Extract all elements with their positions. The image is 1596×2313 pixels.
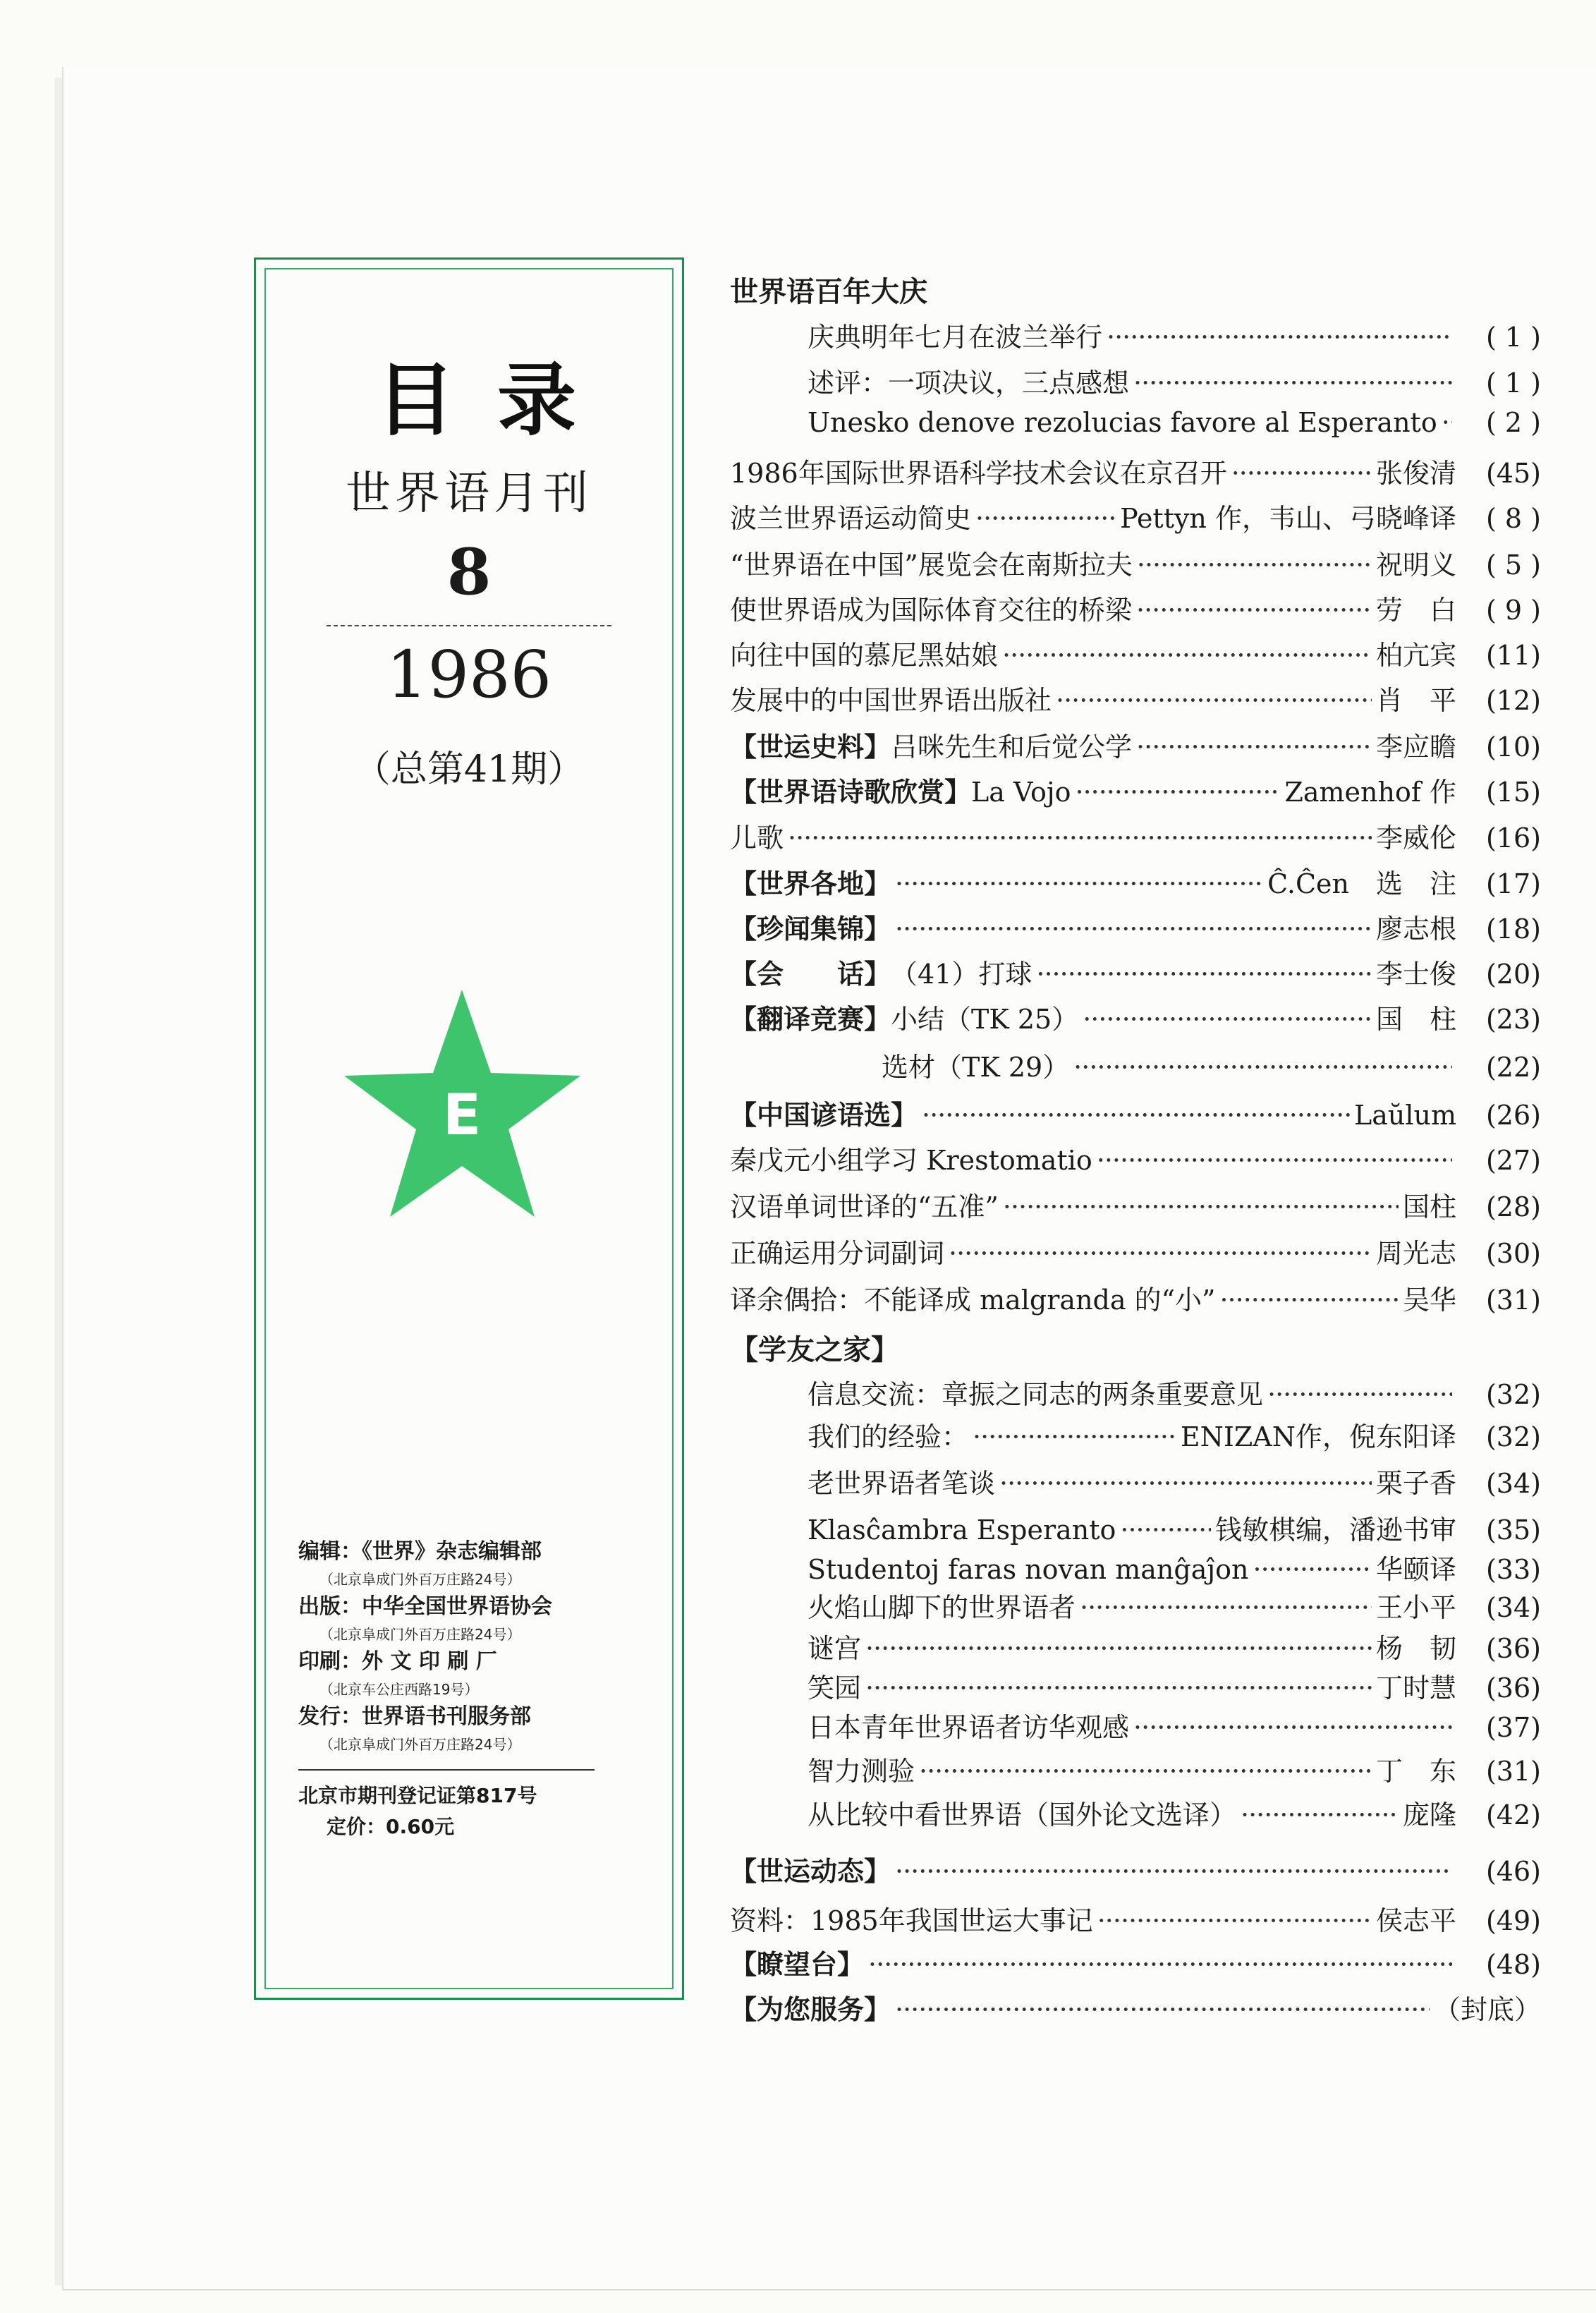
toc-entry: [730, 1899, 1541, 1943]
toc-entry: [730, 1988, 1541, 2032]
toc-leader-dots: [1003, 1191, 1399, 1222]
toc-author: 栗子香: [1375, 1468, 1456, 1499]
toc-title: 智力测验: [808, 1756, 915, 1787]
toc-tag: 【世运动态】: [730, 1856, 891, 1887]
toc-entry: [808, 1586, 1541, 1629]
toc-leader-dots: [1083, 1004, 1372, 1035]
toc-entry: [808, 1793, 1541, 1837]
toc-leader-dots: [1097, 1145, 1452, 1176]
toc-title: 译余偶拾：不能译成 malgranda 的“小”: [730, 1285, 1216, 1316]
toc-entry: [808, 1373, 1541, 1416]
page-edge-shadow: [55, 78, 62, 2285]
toc-tag: 【世界各地】: [730, 868, 891, 899]
toc-entry: [730, 862, 1541, 906]
toc-page-number: ( 8 ): [1486, 503, 1541, 534]
toc-page-number: (15): [1485, 777, 1541, 808]
toc-entry: [730, 1232, 1541, 1275]
toc-page-number: (18): [1485, 913, 1541, 945]
toc-page-number: (17): [1485, 868, 1541, 899]
toc-entry: [730, 1943, 1541, 1986]
toc-leader-dots: [1107, 322, 1452, 353]
toc-page-number: (37): [1485, 1712, 1541, 1743]
toc-entry: [808, 1508, 1541, 1552]
toc-entry: [730, 816, 1541, 860]
toc-leader-dots: [1253, 1554, 1372, 1585]
toc-page-number: (33): [1485, 1554, 1541, 1585]
toc-section-heading: [730, 1328, 1541, 1371]
toc-page-number: ( 1 ): [1486, 322, 1541, 353]
toc-author: 王小平: [1375, 1592, 1456, 1623]
toc-page-number: (36): [1485, 1672, 1541, 1704]
toc-title: 波兰世界语运动简史: [730, 503, 972, 534]
toc-page-number: (22): [1485, 1052, 1541, 1083]
toc-author: 周光志: [1375, 1238, 1456, 1269]
toc-tag: 世界语百年大庆: [730, 276, 927, 308]
toc-section-heading: [730, 269, 1541, 313]
colophon-divider: [298, 1769, 595, 1771]
toc-author: 杨 韧: [1375, 1633, 1456, 1664]
toc-leader-dots: [1080, 1592, 1372, 1623]
toc-leader-dots: [1120, 1514, 1211, 1546]
toc-entry: [730, 451, 1541, 495]
toc-leader-dots: [919, 1756, 1372, 1787]
toc-title: Studentoj faras novan manĝaĵon: [808, 1554, 1249, 1585]
toc-entry: [808, 1749, 1541, 1793]
toc-leader-dots: [922, 1100, 1350, 1131]
toc-author: 庞隆: [1402, 1799, 1456, 1831]
toc-entry: [730, 952, 1541, 996]
colophon-publisher-address: （北京阜成门外百万庄路24号）: [319, 1626, 521, 1643]
toc-leader-dots: [1136, 595, 1372, 626]
toc-leader-dots: [1056, 685, 1372, 716]
toc-page-number: (27): [1485, 1145, 1541, 1176]
colophon-distributor-address: （北京阜成门外百万庄路24号）: [319, 1736, 521, 1753]
toc-page-number: (48): [1485, 1949, 1541, 1980]
toc-title: 正确运用分词副词: [730, 1238, 945, 1269]
toc-title: 谜宫: [808, 1633, 862, 1664]
toc-leader-dots: [895, 1856, 1452, 1887]
toc-entry: [808, 1706, 1541, 1749]
toc-author: 华颐译: [1375, 1554, 1456, 1585]
toc-leader-dots: [1133, 368, 1452, 399]
toc-page-number: ( 9 ): [1486, 595, 1541, 626]
toc-leader-dots: [1075, 777, 1280, 808]
toc-title: Klasĉambra Esperanto: [808, 1514, 1116, 1546]
colophon-printer: 印刷：外 文 印 刷 厂: [298, 1649, 497, 1674]
toc-entry: [730, 997, 1541, 1041]
registration-number: 北京市期刊登记证第817号: [298, 1784, 537, 1807]
toc-author: 吴华: [1402, 1285, 1456, 1316]
toc-page-number: (30): [1485, 1238, 1541, 1269]
toc-entry: [730, 1185, 1541, 1229]
toc-entry: [882, 1045, 1541, 1089]
toc-entry: [730, 1093, 1541, 1137]
toc-entry: [808, 407, 1541, 451]
toc-leader-dots: [895, 868, 1263, 899]
toc-leader-dots: [1073, 1052, 1452, 1083]
toc-page-number: (12): [1485, 685, 1541, 716]
toc-page-number: ( 1 ): [1486, 368, 1541, 399]
toc-title: 述评：一项决议，三点感想: [808, 368, 1130, 399]
toc-page-number: (32): [1485, 1379, 1541, 1410]
toc-title: 信息交流：章振之同志的两条重要意见: [808, 1379, 1264, 1410]
toc-title: “世界语在中国”展览会在南斯拉夫: [730, 550, 1133, 581]
issue-number: 8: [446, 535, 492, 609]
toc-leader-dots: [895, 913, 1372, 945]
toc-entry: [808, 1666, 1541, 1710]
toc-leader-dots: [999, 1468, 1372, 1499]
toc-title: 老世界语者笔谈: [808, 1468, 996, 1499]
toc-title: （41）打球: [891, 959, 1032, 990]
toc-tag: 【翻译竞赛】: [730, 1004, 891, 1035]
toc-leader-dots: [949, 1238, 1372, 1269]
toc-title: 1986年国际世界语科学技术会议在京召开: [730, 458, 1227, 489]
toc-page-number: (11): [1485, 640, 1541, 671]
toc-entry: [730, 907, 1541, 951]
toc-leader-dots: [865, 1633, 1372, 1664]
toc-page-number: (42): [1485, 1799, 1541, 1831]
toc-leader-dots: [1241, 1799, 1399, 1831]
issue-year: 1986: [386, 637, 552, 712]
toc-author: 李士俊: [1375, 959, 1456, 990]
toc-title: 选材（TK 29）: [882, 1052, 1070, 1083]
price: 定价：0.60元: [327, 1815, 455, 1838]
toc-title: 小结（TK 25）: [891, 1004, 1079, 1035]
toc-entry: [730, 588, 1541, 632]
toc-entry: [808, 1415, 1541, 1459]
toc-title: 汉语单词世译的“五准”: [730, 1191, 999, 1222]
toc-leader-dots: [1036, 959, 1372, 990]
toc-title: 从比较中看世界语（国外论文选译）: [808, 1799, 1237, 1831]
toc-leader-dots: [1002, 640, 1372, 671]
toc-leader-dots: [1219, 1285, 1399, 1316]
toc-leader-dots: [1133, 1712, 1452, 1743]
toc-author: 廖志根: [1375, 913, 1456, 945]
toc-page-number: ( 2 ): [1486, 407, 1541, 438]
toc-title: La Vojo: [971, 777, 1071, 808]
toc-entry: [808, 361, 1541, 405]
toc-leader-dots: [895, 1994, 1430, 2025]
toc-page-number: (23): [1485, 1004, 1541, 1035]
toc-tag: 【世运史料】: [730, 731, 891, 763]
toc-entry: [730, 1850, 1541, 1893]
colophon-editor-address: （北京阜成门外百万庄路24号）: [319, 1571, 521, 1588]
toc-leader-dots: [1442, 407, 1452, 438]
toc-author: 李应瞻: [1375, 731, 1456, 763]
toc-title: 庆典明年七月在波兰举行: [808, 322, 1103, 353]
colophon-printer-address: （北京车公庄西路19号）: [319, 1681, 479, 1698]
toc-title: Unesko denove rezolucias favore al Esperanto: [808, 407, 1437, 438]
toc-entry: [730, 770, 1541, 814]
toc-page-number: (20): [1485, 959, 1541, 990]
toc-page-number: (31): [1485, 1756, 1541, 1787]
toc-leader-dots: [1136, 731, 1372, 763]
toc-page-number: （封底）: [1433, 1994, 1541, 2025]
toc-author: 劳 白: [1375, 595, 1456, 626]
toc-author: 张俊清: [1375, 458, 1456, 489]
toc-leader-dots: [975, 503, 1116, 534]
toc-tag: 【世界语诗歌欣赏】: [730, 777, 972, 808]
esperanto-star-icon: [341, 990, 584, 1222]
toc-entry: [730, 725, 1541, 769]
contents-title: 目录: [376, 355, 619, 447]
toc-author: 国柱: [1402, 1191, 1456, 1222]
toc-title: 儿歌: [730, 822, 784, 854]
toc-leader-dots: [1267, 1379, 1452, 1410]
toc-entry: [730, 633, 1541, 677]
toc-tag: 【珍闻集锦】: [730, 913, 891, 945]
toc-tag: 【为您服务】: [730, 1994, 891, 2025]
toc-leader-dots: [1097, 1905, 1372, 1936]
toc-title: 吕咪先生和后觉公学: [891, 731, 1133, 763]
toc-title: 使世界语成为国际体育交往的桥梁: [730, 595, 1133, 626]
toc-leader-dots: [868, 1949, 1452, 1980]
toc-entry: [808, 1548, 1541, 1591]
toc-leader-dots: [865, 1672, 1372, 1704]
toc-entry: [730, 543, 1541, 587]
toc-leader-dots: [1137, 550, 1372, 581]
toc-title: 日本青年世界语者访华观感: [808, 1712, 1130, 1743]
toc-author: 国 柱: [1375, 1004, 1456, 1035]
toc-page-number: (28): [1485, 1191, 1541, 1222]
toc-page-number: (46): [1485, 1856, 1541, 1887]
toc-page-number: (34): [1485, 1592, 1541, 1623]
toc-leader-dots: [1231, 458, 1372, 489]
toc-author: Pettyn 作，韦山、弓晓峰译: [1120, 503, 1456, 534]
toc-author: 丁时慧: [1375, 1672, 1456, 1704]
toc-tag: 【瞭望台】: [730, 1949, 865, 1980]
toc-tag: 【学友之家】: [730, 1334, 899, 1366]
toc-page-number: (36): [1485, 1633, 1541, 1664]
toc-author: 钱敏棋编，潘逊书审: [1214, 1514, 1456, 1546]
toc-page-number: (32): [1485, 1421, 1541, 1452]
toc-entry: [808, 1627, 1541, 1670]
toc-page-number: (34): [1485, 1468, 1541, 1499]
toc-entry: [808, 315, 1541, 359]
toc-author: Laŭlum: [1353, 1100, 1456, 1131]
toc-tag: 【会 话】: [730, 959, 891, 990]
toc-page-number: (10): [1485, 731, 1541, 763]
toc-page-number: (49): [1485, 1905, 1541, 1936]
toc-page-number: (45): [1485, 458, 1541, 489]
toc-entry: [730, 1139, 1541, 1182]
toc-title: 笑园: [808, 1672, 862, 1704]
toc-title: 发展中的中国世界语出版社: [730, 685, 1052, 716]
star-letter: E: [442, 1082, 482, 1148]
toc-entry: [808, 1462, 1541, 1505]
toc-tag: 【中国谚语选】: [730, 1100, 918, 1131]
toc-page-number: ( 5 ): [1486, 550, 1541, 581]
toc-title: 秦戊元小组学习 Krestomatio: [730, 1145, 1092, 1176]
toc-leader-dots: [973, 1421, 1176, 1452]
toc-title: 资料：1985年我国世运大事记: [730, 1905, 1093, 1936]
toc-author: 柏亢宾: [1375, 640, 1456, 671]
toc-title: 火焰山脚下的世界语者: [808, 1592, 1076, 1623]
contents-panel: [254, 257, 684, 2000]
toc-author: 李威伦: [1375, 822, 1456, 854]
toc-page-number: (31): [1485, 1285, 1541, 1316]
divider: [327, 625, 611, 626]
toc-entry: [730, 497, 1541, 540]
total-issue: （总第41期）: [353, 748, 585, 791]
toc-author: 侯志平: [1375, 1905, 1456, 1936]
toc-author: 丁 东: [1375, 1756, 1456, 1787]
toc-author: 祝明义: [1375, 550, 1456, 581]
colophon-publisher: 出版：中华全国世界语协会: [298, 1594, 552, 1619]
toc-leader-dots: [788, 822, 1372, 854]
colophon: [298, 1536, 665, 1842]
toc-author: Ĉ.Ĉen 选 注: [1267, 868, 1456, 899]
toc-author: Zamenhof 作: [1284, 777, 1456, 808]
toc-title: 向往中国的慕尼黑姑娘: [730, 640, 999, 671]
colophon-distributor: 发行：世界语书刊服务部: [298, 1704, 531, 1729]
toc-title: 我们的经验：: [808, 1421, 969, 1452]
toc-page-number: (35): [1485, 1514, 1541, 1546]
toc-author: 肖 平: [1375, 685, 1456, 716]
colophon-editor: 编辑：《世界》杂志编辑部: [298, 1539, 542, 1564]
magazine-name: 世界语月刊: [346, 468, 592, 520]
toc-author: ENIZAN作，倪东阳译: [1180, 1421, 1456, 1452]
toc-entry: [730, 1278, 1541, 1322]
toc-page-number: (16): [1485, 822, 1541, 854]
toc-entry: [730, 679, 1541, 722]
toc-page-number: (26): [1485, 1100, 1541, 1131]
